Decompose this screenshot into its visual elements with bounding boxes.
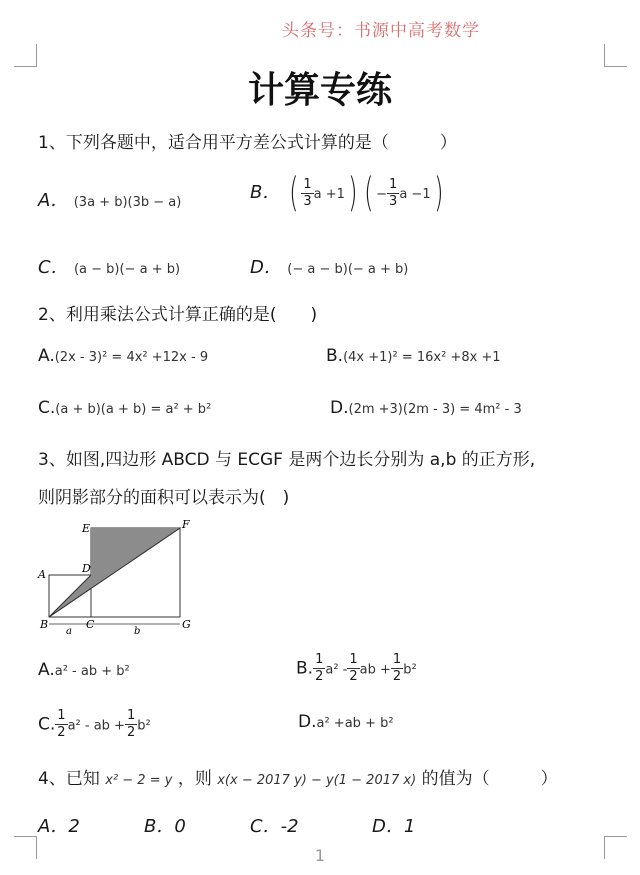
label-A: A bbox=[38, 568, 46, 581]
q1-d-expr: (− a − b)(− a + b) bbox=[287, 262, 409, 277]
label-G: G bbox=[182, 618, 191, 631]
label-B: B bbox=[40, 618, 49, 631]
q1-d-label: D． bbox=[250, 257, 282, 278]
q4-option-c: C．-2 bbox=[250, 816, 299, 837]
q1-b-part2: a −1 bbox=[399, 187, 431, 202]
q3-option-d: D.a² +ab + b² bbox=[298, 712, 394, 732]
q1-b-paren-open: ( bbox=[288, 170, 299, 216]
q1-a-expr: (3a + b)(3b − a) bbox=[73, 195, 182, 210]
q2-option-a: A.(2x - 3)² = 4x² +12x - 9 bbox=[38, 346, 209, 366]
q2-stem: 2、利用乘法公式计算正确的是( ) bbox=[38, 305, 318, 325]
q1-b-label: B． bbox=[250, 182, 281, 203]
q1-stem: 1、下列各题中，适合用平方差公式计算的是（ ） bbox=[38, 133, 457, 153]
label-F: F bbox=[182, 518, 190, 531]
q3-option-c: C. $\frac{1}{2}$ a² - ab + $\frac{1}{2}$ b² bbox=[38, 708, 151, 740]
q3-option-a: A.a² - ab + b² bbox=[38, 660, 130, 680]
q1-a-label: A． bbox=[38, 190, 69, 211]
q1-c-expr: (a − b)(− a + b) bbox=[73, 262, 181, 277]
q1-option-b: B． ( $\frac{1}{3}$ a +1) ( − $\frac{1}{3}$ a −1) bbox=[250, 170, 444, 216]
q4-option-d: D．1 bbox=[372, 816, 416, 837]
q1-b-frac2: $\frac{1}{3}$ bbox=[389, 176, 398, 209]
q3-option-b: B. $\frac{1}{2}$ a² - $\frac{1}{2}$ ab + $\frac{1}{2}$ b² bbox=[296, 652, 417, 684]
q1-option-a bbox=[38, 186, 181, 212]
label-a: a bbox=[66, 626, 72, 637]
watermark: 头条号：书源中高考数学 bbox=[282, 21, 480, 41]
label-C: C bbox=[86, 618, 95, 631]
q4-stem: 4、已知 x² − 2 = y ，则 x(x − 2017 y) − y(1 − 2017 x) 的值为（ ） bbox=[38, 769, 558, 789]
page-number: 1 bbox=[314, 846, 326, 865]
q1-option-d bbox=[250, 253, 408, 279]
q4-option-a: A．2 bbox=[38, 816, 80, 837]
q2-option-d: D.(2m +3)(2m - 3) = 4m² - 3 bbox=[330, 398, 522, 418]
label-D: D bbox=[82, 562, 91, 575]
q3-stem-line2: 则阴影部分的面积可以表示为( ) bbox=[38, 488, 290, 508]
q1-b-frac1: $\frac{1}{3}$ bbox=[303, 176, 312, 209]
label-b: b bbox=[134, 626, 141, 637]
q1-b-part1: a +1 bbox=[313, 187, 345, 202]
q3-figure bbox=[36, 516, 196, 640]
q2-option-b: B.(4x +1)² = 16x² +8x +1 bbox=[326, 346, 501, 366]
page-title: 计算专练 bbox=[247, 70, 392, 111]
q1-c-label: C． bbox=[38, 257, 69, 278]
label-E: E bbox=[82, 522, 91, 535]
q4-option-b: B．0 bbox=[144, 816, 186, 837]
q2-option-c: C.(a + b)(a + b) = a² + b² bbox=[38, 398, 212, 418]
q1-option-c bbox=[38, 253, 180, 279]
q3-stem-line1: 3、如图,四边形 ABCD 与 ECGF 是两个边长分别为 a,b 的正方形, bbox=[38, 450, 536, 470]
